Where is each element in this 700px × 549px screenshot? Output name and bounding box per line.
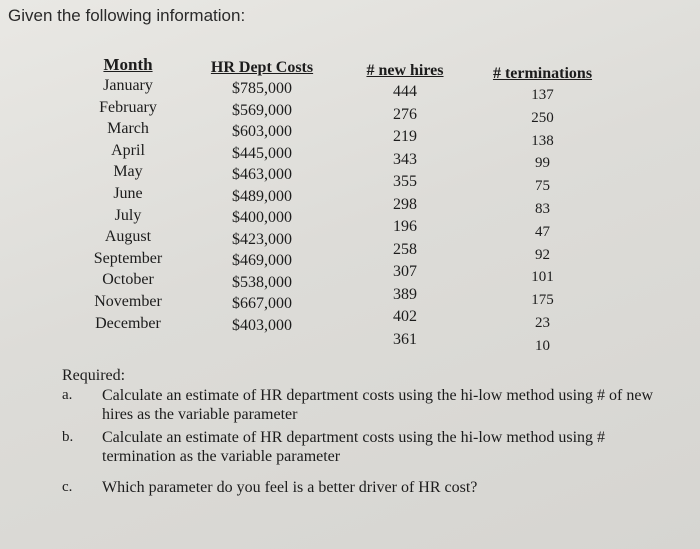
item-letter: b.	[62, 429, 74, 445]
month-cell: April	[111, 141, 145, 159]
hires-cell: 389	[393, 285, 417, 303]
cost-cell: $489,000	[232, 187, 292, 205]
terminations-cells	[480, 84, 605, 358]
cost-cell: $445,000	[232, 144, 292, 162]
cost-cell: $538,000	[232, 273, 292, 291]
hires-cell: 444	[393, 83, 417, 100]
month-cell: June	[113, 184, 143, 202]
hires-cell: 355	[393, 173, 417, 190]
terminations-cell: 101	[531, 269, 554, 286]
hires-cell: 258	[393, 240, 417, 258]
terminations-cell: 23	[535, 314, 550, 331]
month-cell: March	[107, 120, 149, 138]
terminations-cell: 175	[531, 292, 554, 309]
hires-column	[350, 61, 460, 351]
item-text: Calculate an estimate of HR department costs using the hi-low method using # termination as the variable parameter	[102, 429, 606, 465]
hires-cells	[350, 81, 460, 351]
month-cell: May	[113, 163, 143, 181]
terminations-cell: 250	[531, 109, 554, 126]
month-header: Month	[103, 55, 153, 74]
month-column	[78, 55, 178, 334]
required-label: Required:	[62, 367, 126, 384]
cost-header: HR Dept Costs	[210, 59, 314, 76]
hires-cell: 307	[393, 263, 417, 280]
month-cell: January	[103, 77, 153, 94]
cost-cell: $667,000	[232, 295, 292, 312]
hires-cell: 276	[393, 105, 417, 123]
terminations-header: # terminations	[492, 65, 593, 82]
month-cell: October	[102, 271, 154, 289]
hires-header: # new hires	[366, 62, 444, 79]
month-cell: November	[94, 292, 162, 310]
terminations-cell: 137	[531, 87, 554, 103]
terminations-column	[480, 64, 605, 358]
month-cell: February	[99, 98, 157, 116]
item-letter: a.	[62, 387, 73, 403]
hires-cell: 343	[393, 150, 417, 168]
terminations-cell: 92	[535, 246, 550, 263]
cost-cell: $423,000	[232, 230, 292, 248]
hires-cell: 298	[393, 195, 417, 213]
cost-cell: $785,000	[232, 80, 292, 97]
month-cell: December	[95, 314, 161, 332]
month-cell: September	[93, 249, 163, 267]
item-letter: c.	[62, 479, 73, 495]
hires-cell: 402	[393, 308, 417, 325]
hires-cell: 219	[393, 128, 417, 145]
month-cells	[78, 75, 178, 334]
terminations-cell: 47	[535, 223, 550, 240]
cost-cells	[198, 78, 326, 336]
intro-text: Given the following information:	[8, 6, 246, 25]
cost-cell: $569,000	[232, 101, 292, 119]
terminations-cell: 99	[535, 155, 550, 172]
hires-cell: 361	[393, 330, 417, 348]
cost-cell: $403,000	[232, 316, 292, 334]
cost-cell: $400,000	[232, 209, 292, 226]
month-cell: July	[114, 206, 142, 224]
item-text: Which parameter do you feel is a better driver of HR cost?	[102, 479, 478, 496]
item-text: Calculate an estimate of HR department costs using the hi-low method using # of new hires as the variable parameter	[102, 387, 653, 423]
terminations-cell: 138	[531, 132, 554, 149]
terminations-cell: 10	[535, 337, 550, 354]
cost-cell: $603,000	[232, 123, 292, 140]
cost-column	[198, 58, 326, 336]
cost-cell: $463,000	[232, 166, 292, 183]
cost-cell: $469,000	[232, 252, 292, 269]
terminations-cell: 75	[535, 178, 550, 195]
month-cell: August	[104, 228, 152, 246]
hires-cell: 196	[393, 218, 417, 235]
terminations-cell: 83	[535, 200, 550, 217]
